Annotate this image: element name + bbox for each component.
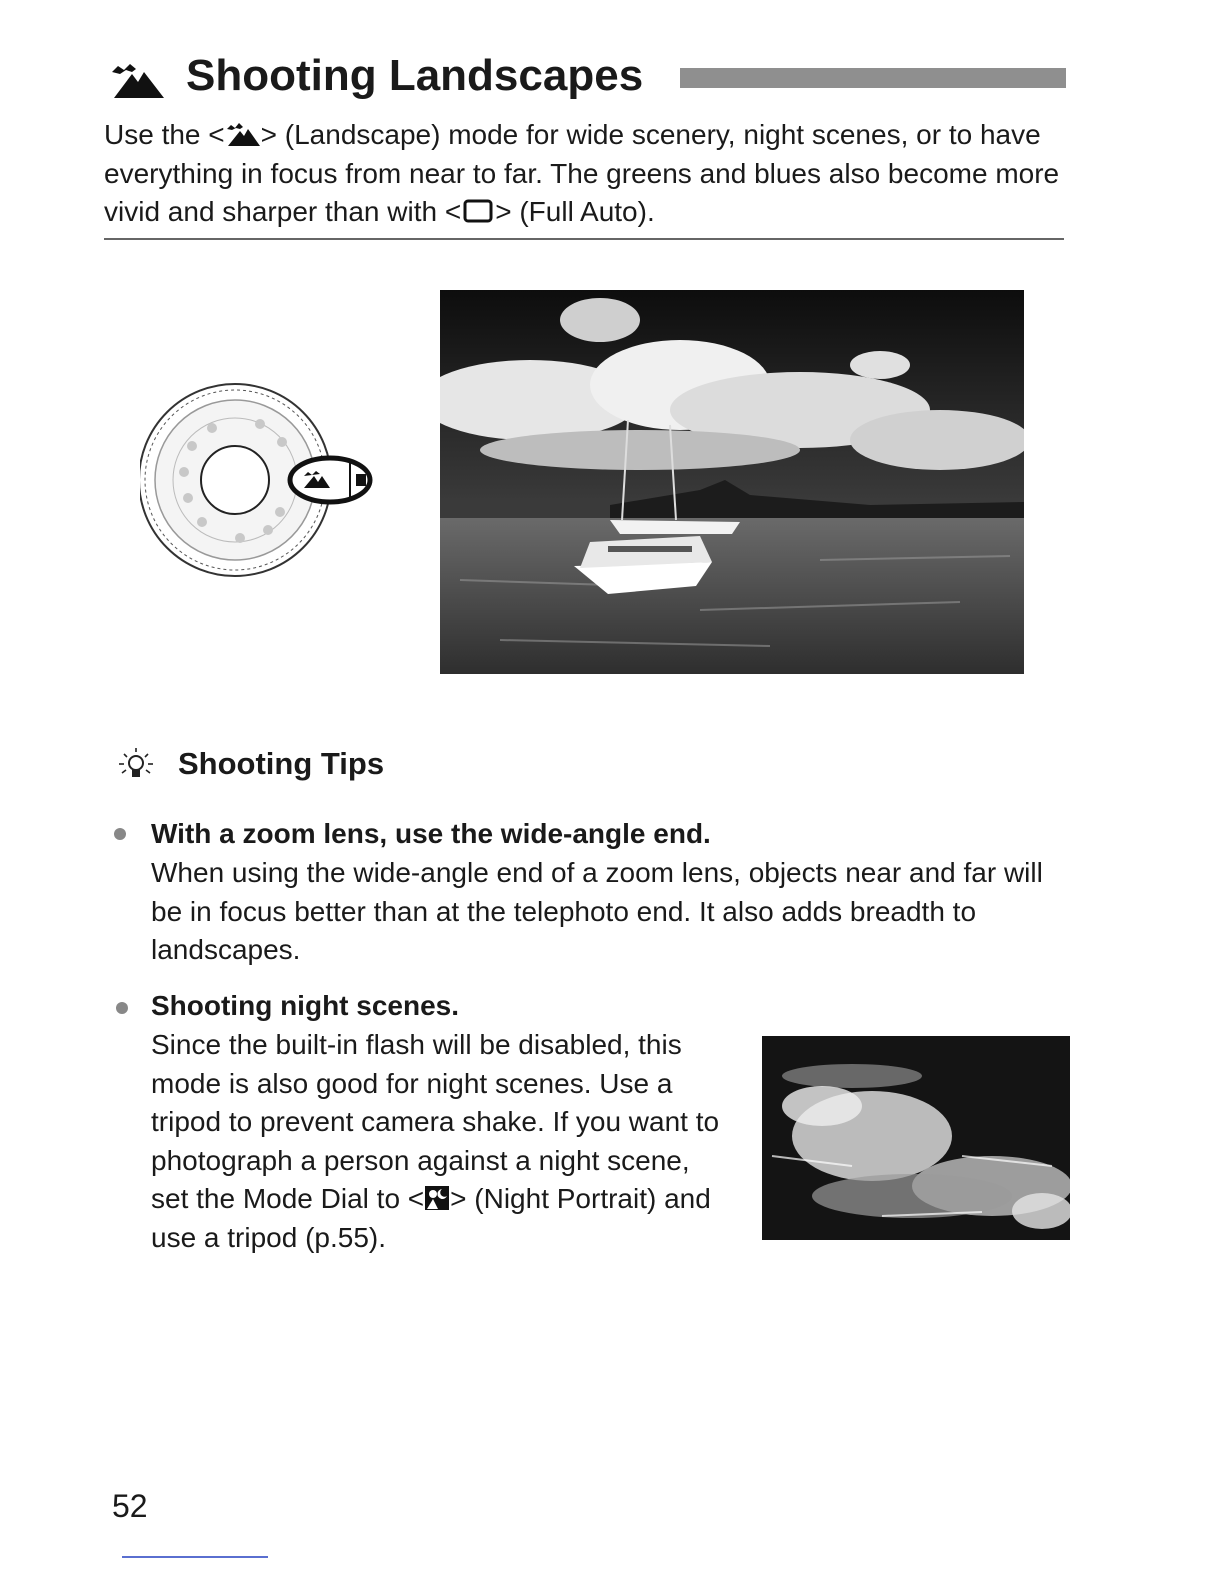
shooting-tips-heading (118, 742, 618, 788)
footer-divider (122, 1556, 268, 1558)
title-decoration-bar (680, 68, 1066, 88)
tip-body-night-text-1: Since the built-in flash will be disabled, this mode is also good for night scenes. Use a tripod to prevent camera shake. If you want to photograph a person against a night scene, set the Mode Dial to < (151, 1029, 720, 1214)
landscape-mode-icon (110, 60, 166, 100)
tip-title-night: Shooting night scenes. (151, 990, 460, 1021)
landscape-mode-icon (225, 121, 261, 147)
tip-body-night (151, 1026, 731, 1257)
night-portrait-icon (424, 1185, 450, 1211)
intro-paragraph (104, 116, 1064, 232)
section-divider (104, 238, 1064, 240)
intro-text-2: > (Landscape) mode for wide scenery, night scenes, or to have everything in focus from near to far. The greens and blues also become more vivid and sharper than with < (104, 119, 1060, 227)
tip-body-zoom: When using the wide-angle end of a zoom lens, objects near and far will be in focus better than at the telephoto end. It also adds breadth to landscapes. (151, 857, 1043, 965)
intro-text-3: > (Full Auto). (495, 196, 655, 227)
page-number: 52 (112, 1488, 148, 1524)
full-auto-icon (461, 198, 495, 224)
bullet-icon (114, 828, 126, 840)
night-scene-photo (762, 1036, 1070, 1240)
page-header (106, 48, 1066, 108)
tip-title-zoom: With a zoom lens, use the wide-angle end. (151, 818, 711, 849)
mode-dial-illustration (140, 380, 400, 600)
intro-text-1: Use the < (104, 119, 225, 150)
lightbulb-icon (118, 746, 154, 782)
boat-landscape-photo (440, 290, 1024, 674)
page-title: Shooting Landscapes (186, 51, 644, 100)
section-title: Shooting Tips (178, 746, 385, 781)
tip-body-night-text-2: > (Night Portrait) and use a tripod (p.55). (151, 1183, 711, 1253)
bullet-icon (116, 1002, 128, 1014)
